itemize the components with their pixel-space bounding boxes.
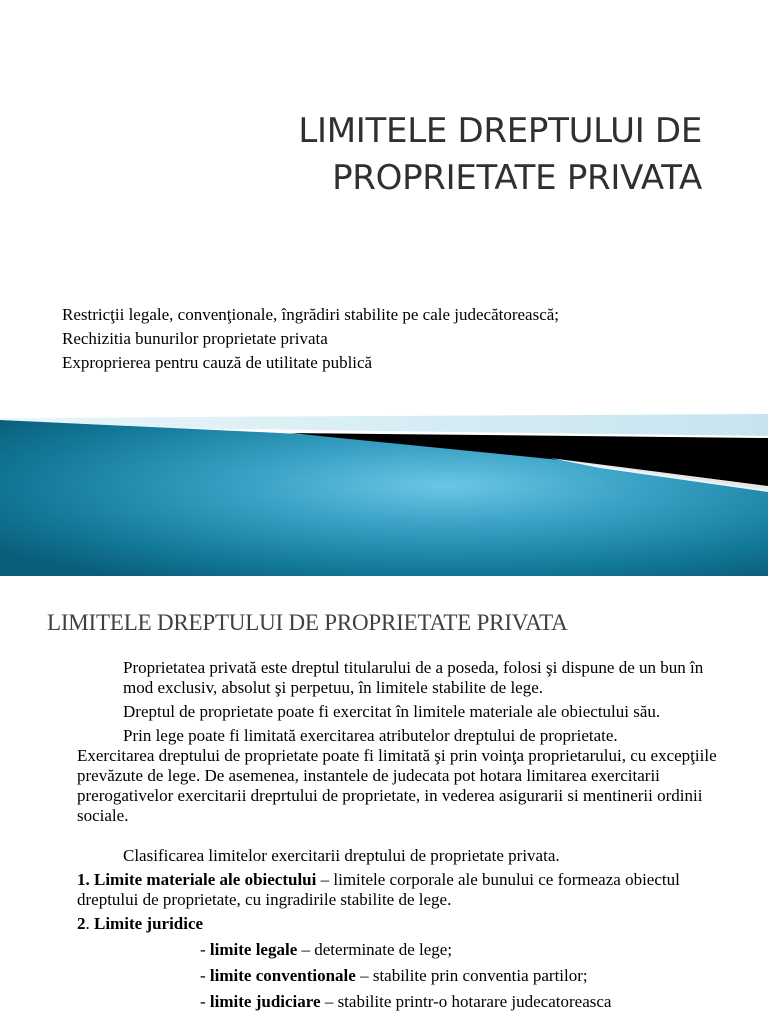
bullet-item: Exproprierea pentru cauză de utilitate publică [62, 353, 373, 372]
owner-will-text: Exercitarea dreptului de proprietate poate fi limitată şi prin voinţa proprietarului, cu excepţiile prevăzute de lege [77, 746, 717, 785]
content-slide [0, 576, 768, 1024]
list-item-juridical [77, 914, 717, 934]
item-description: – limitele corporale ale bunului ce formeaza obiectul dreptului de proprietate, cu ingradirile stabilite de lege. [77, 870, 680, 909]
sub-item-description: – stabilite prin conventia partilor; [355, 966, 588, 985]
item-number: 2 [77, 914, 86, 933]
slide-bullet-list [62, 303, 559, 375]
sub-dash: - [200, 940, 210, 959]
sub-dash: - [200, 992, 210, 1011]
paragraph-classification: Clasificarea limitelor exercitarii dreptului de proprietate privata. [123, 846, 560, 865]
sub-item-legal [77, 940, 717, 960]
slide-heading: LIMITELE DREPTULUI DE PROPRIETATE PRIVATA [47, 610, 568, 635]
sub-item-judicial [77, 992, 717, 1012]
item-number-dot: . [85, 914, 90, 933]
sub-item-label: limite conventionale [209, 966, 356, 985]
paragraph-material-limits: Dreptul de proprietate poate fi exercitat în limitele materiale ale obiectului său. [123, 702, 661, 721]
slide-title-line-1: LIMITELE DREPTULUI DE [298, 111, 702, 151]
sub-item-description: – stabilite printr-o hotarare judecatoreasca [320, 992, 612, 1011]
bullet-item: Rechizitia bunurilor proprietate privata [62, 329, 328, 348]
sub-item-description: – determinate de lege; [297, 940, 453, 959]
item-label: Limite materiale ale obiectului [94, 870, 317, 889]
sub-item-label: limite legale [209, 940, 298, 959]
paragraph-owner-limits [77, 746, 717, 826]
paragraph-legal-limits: Prin lege poate fi limitată exercitarea atributelor dreptului de proprietate. [123, 726, 618, 745]
bullet-item: Restricţii legale, convenţionale, îngrădiri stabilite pe cale judecătorească; [62, 305, 560, 324]
sub-dash: - [200, 966, 210, 985]
item-label: Limite juridice [94, 914, 204, 933]
decorative-wave-band [0, 400, 768, 576]
slide-title [90, 108, 702, 202]
sub-item-label: limite judiciare [209, 992, 321, 1011]
court-limits-text: . De asemenea, instantele de judecata pot hotara limitarea exercitarii prerogativelor exercitarii dreprtului de proprietate, in vederea asigurarii si mentinerii ordinii sociale. [77, 766, 703, 825]
slide-title-line-2: PROPRIETATE PRIVATA [332, 158, 702, 198]
sub-item-conventional [77, 966, 717, 986]
slide-body [77, 658, 717, 1012]
list-item-material [77, 870, 717, 910]
paragraph-definition: Proprietatea privată este dreptul titularului de a poseda, folosi şi dispune de un bun în mod exclusiv, absolut şi perpetuu, în limitele stabilite de lege. [123, 658, 704, 697]
item-number: 1. [77, 870, 90, 889]
